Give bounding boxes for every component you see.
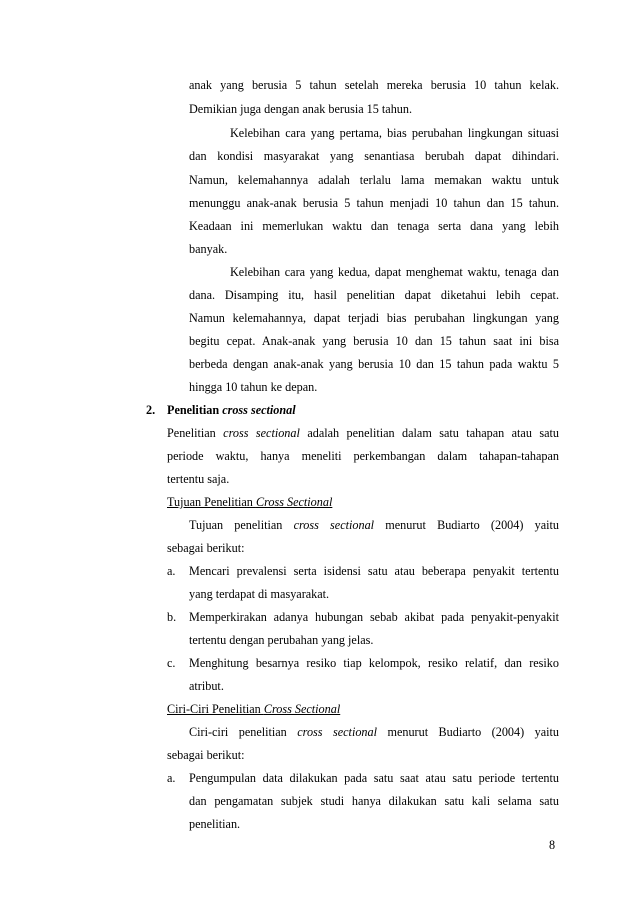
paragraph-line: Tujuan penelitian cross sectional menurut Budiarto (2004) yaitu (189, 518, 559, 532)
subheading-ciri-ciri: Ciri-Ciri Penelitian Cross Sectional (167, 702, 341, 716)
list-marker: a. (167, 564, 176, 578)
paragraph-line: dan kondisi masyarakat yang senantiasa berubah dapat dihindari. (189, 149, 559, 163)
paragraph-line: hingga 10 tahun ke depan. (189, 380, 318, 394)
list-item-line: Pengumpulan data dilakukan pada satu saat atau satu periode tertentu (189, 771, 559, 785)
page-number: 8 (549, 838, 556, 852)
paragraph-line: sebagai berikut: (167, 541, 245, 555)
paragraph-line: Demikian juga dengan anak berusia 15 tahun. (189, 102, 413, 116)
list-marker: c. (167, 656, 176, 670)
paragraph-line: Keadaan ini memerlukan waktu dan tenaga serta dana yang lebih (189, 219, 559, 233)
list-item-line: atribut. (189, 679, 224, 693)
list-marker: b. (167, 610, 177, 624)
list-item-line: penelitian. (189, 817, 241, 831)
section-number: 2. (146, 403, 156, 417)
list-item-line: Menghitung besarnya resiko tiap kelompok, resiko relatif, dan resiko (189, 656, 559, 670)
list-item-line: Memperkirakan adanya hubungan sebab akibat pada penyakit-penyakit (189, 610, 559, 624)
paragraph-line: Namun kelemahannya, dapat terjadi bias perubahan lingkungan yang (189, 311, 559, 325)
paragraph-line: begitu cepat. Anak-anak yang berusia 10 dan 15 tahun saat ini bisa (189, 334, 559, 348)
paragraph-line: anak yang berusia 5 tahun setelah mereka berusia 10 tahun kelak. (189, 78, 559, 92)
paragraph-line: Kelebihan cara yang pertama, bias perubahan lingkungan situasi (230, 126, 559, 140)
list-item-line: tertentu dengan perubahan yang jelas. (189, 633, 374, 647)
list-item-line: dan pengamatan subjek studi hanya dilakukan satu kali selama satu (189, 794, 559, 808)
list-item-line: Mencari prevalensi serta isidensi satu atau beberapa penyakit tertentu (189, 564, 559, 578)
paragraph-line: sebagai berikut: (167, 748, 245, 762)
paragraph-line: dana. Disamping itu, hasil penelitian dapat diketahui lebih cepat. (189, 288, 559, 302)
section-heading: Penelitian cross sectional (167, 403, 296, 417)
paragraph-line: menunggu anak-anak berusia 5 tahun menjadi 10 tahun dan 15 tahun. (189, 196, 559, 210)
paragraph-line: periode waktu, hanya meneliti perkembangan dalam tahapan-tahapan (167, 449, 559, 463)
paragraph-line: berbeda dengan anak-anak yang berusia 10 dan 15 tahun pada waktu 5 (189, 357, 559, 371)
paragraph-line: Penelitian cross sectional adalah penelitian dalam satu tahapan atau satu (167, 426, 559, 440)
paragraph-line: Namun, kelemahannya adalah terlalu lama memakan waktu untuk (189, 173, 559, 187)
subheading-tujuan: Tujuan Penelitian Cross Sectional (167, 495, 333, 509)
list-item-line: yang terdapat di masyarakat. (189, 587, 330, 601)
paragraph-line: Ciri-ciri penelitian cross sectional menurut Budiarto (2004) yaitu (189, 725, 559, 739)
paragraph-line: banyak. (189, 242, 228, 256)
paragraph-line: tertentu saja. (167, 472, 230, 486)
paragraph-line: Kelebihan cara yang kedua, dapat menghemat waktu, tenaga dan (230, 265, 559, 279)
list-marker: a. (167, 771, 176, 785)
